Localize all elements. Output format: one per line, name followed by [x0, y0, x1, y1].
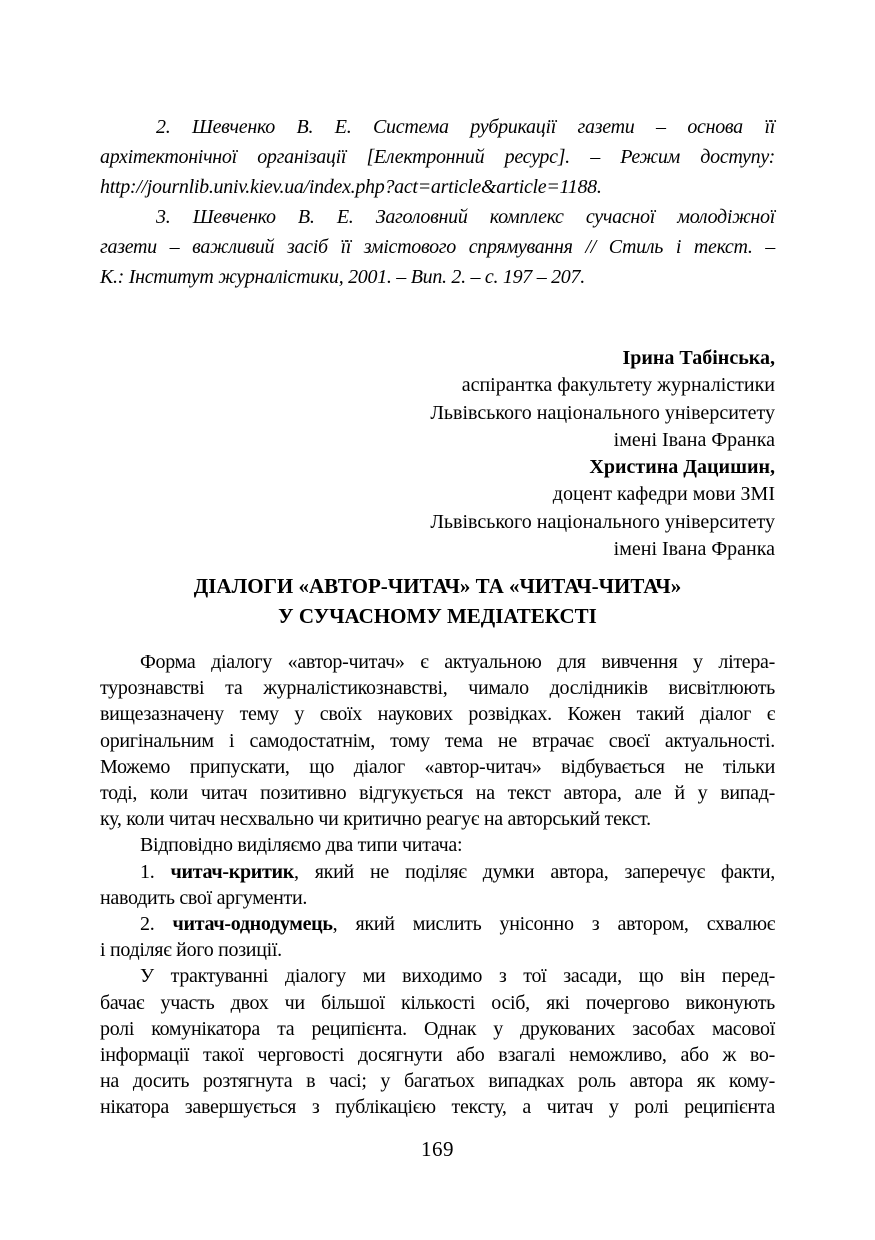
body-line: оригінальним і самодостатнім, тому тема не втрачає своєї актуальності. [100, 729, 775, 752]
byline-line: імені Івана Франка [613, 538, 775, 561]
body-line: У трактуванні діалогу ми виходимо з тої засади, що він перед- [140, 965, 775, 988]
body-line: ку, коли читач несхвально чи критично реагує на авторський текст. [100, 808, 651, 831]
body-line: 2. читач-однодумець, який мислить унісонно з автором, схвалює [140, 913, 775, 936]
body-line: бачає участь двох чи більшої кількості осіб, які почергово виконують [100, 991, 775, 1014]
body-line: вищезазначену тему у своїх наукових розвідках. Кожен такий діалог є [100, 703, 775, 726]
byline-line: Львівського національного університету [430, 401, 775, 424]
reference-line: 3. Шевченко В. Е. Заголовний комплекс сучасної молодіжної [156, 206, 775, 228]
article-body [100, 649, 775, 1121]
byline-line: імені Івана Франка [613, 428, 775, 451]
body-line: на досить розтягнута в часі; у багатьох випадках роль автора як кому- [100, 1070, 775, 1093]
references-section [100, 112, 775, 292]
title-line: ДІАЛОГИ «АВТОР-ЧИТАЧ» ТА «ЧИТАЧ-ЧИТАЧ» [193, 574, 682, 598]
byline-line: доцент кафедри мови ЗМІ [552, 483, 775, 506]
reference-line: http://journlib.univ.kiev.ua/index.php?act=article&article=1188. [100, 176, 602, 198]
body-line: Можемо припускати, що діалог «автор-читач» відбувається не тільки [100, 755, 775, 778]
reference-line: 2. Шевченко В. Е. Система рубрикації газети – основа її [156, 116, 775, 138]
reference-line: К.: Інститут журналістики, 2001. – Вип. 2. – с. 197 – 207. [100, 266, 585, 288]
body-line: тоді, коли читач позитивно відгукується на текст автора, але й у випад- [100, 782, 775, 805]
byline-line: Львівського національного університету [430, 510, 775, 533]
body-line: інформації такої черговості досягнути або взагалі неможливо, або ж во- [100, 1044, 775, 1067]
byline-line: аспірантка факультету журналістики [461, 374, 775, 397]
body-line: і поділяє його позиції. [100, 939, 282, 962]
body-line: нікатора завершується з публікацією тексту, а читач у ролі реципієнта [100, 1096, 775, 1119]
body-line: наводить свої аргументи. [100, 886, 308, 909]
article-title [100, 571, 775, 631]
page-number: 169 [421, 1137, 454, 1161]
body-line: Форма діалогу «автор-читач» є актуальною для вивчення у літера- [140, 651, 775, 673]
page-footer [100, 1137, 775, 1162]
title-line: У СУЧАСНОМУ МЕДІАТЕКСТІ [278, 604, 597, 628]
byline-line: Ірина Табінська, [622, 347, 775, 369]
reference-line: газети – важливий засіб її змістового спрямування // Стиль і текст. – [100, 236, 775, 258]
byline-line: Христина Дацишин, [589, 456, 775, 479]
author-byline [100, 345, 775, 563]
body-line: турознавстві та журналістикознавстві, чимало дослідників висвітлюють [100, 677, 775, 700]
body-line: 1. читач-критик, який не поділяє думки автора, заперечує факти, [140, 860, 775, 883]
reference-line: архітектонічної організації [Електронний ресурс]. – Режим доступу: [100, 146, 775, 168]
body-line: ролі комунікатора та реципієнта. Однак у друкованих засобах масової [100, 1017, 775, 1040]
body-line: Відповідно виділяємо два типи читача: [140, 834, 463, 857]
